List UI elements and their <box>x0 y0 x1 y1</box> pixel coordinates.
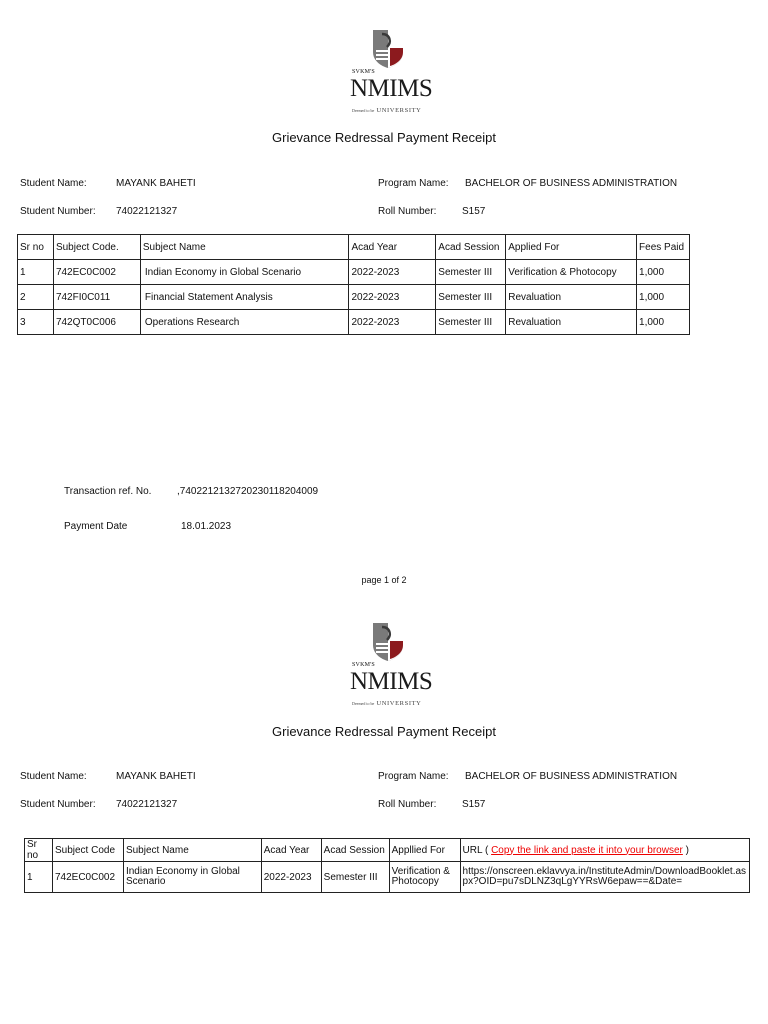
table-cell: Revaluation <box>506 285 637 310</box>
table-cell: 742EC0C002 <box>52 862 123 893</box>
table-cell: 742QT0C006 <box>53 310 140 335</box>
table-cell: 1,000 <box>637 310 690 335</box>
table-cell: Semester III <box>436 310 506 335</box>
nmims-crest-icon <box>340 28 436 68</box>
table-cell: 2022-2023 <box>349 310 436 335</box>
roll-number-label: Roll Number: <box>378 799 437 810</box>
col-header: Fees Paid <box>637 235 690 260</box>
transaction-ref-label: Transaction ref. No. <box>64 486 152 497</box>
col-header: Subject Code. <box>53 235 140 260</box>
student-number-label: Student Number: <box>20 206 96 217</box>
student-name-value: MAYANK BAHETI <box>116 771 196 782</box>
program-name-label: Program Name: <box>378 178 449 189</box>
col-header: Subject Name <box>123 839 261 862</box>
col-header: Acad Session <box>436 235 506 260</box>
table-cell: 2022-2023 <box>261 862 321 893</box>
table-row <box>18 260 690 285</box>
url-col-header: URL ( Copy the link and paste it into your browser ) <box>460 839 749 862</box>
program-name-value: BACHELOR OF BUSINESS ADMINISTRATION <box>465 771 678 782</box>
table-cell: 1,000 <box>637 285 690 310</box>
table-cell: 3 <box>18 310 54 335</box>
student-number-label: Student Number: <box>20 799 96 810</box>
table-cell: Semester III <box>436 260 506 285</box>
table-header-row <box>18 235 690 260</box>
table-cell: Indian Economy in Global Scenario <box>140 260 349 285</box>
student-name-value: MAYANK BAHETI <box>116 178 196 189</box>
booklet-url-table <box>24 838 750 893</box>
table-cell: 2 <box>18 285 54 310</box>
logo-svkm-text: SVKM'S <box>352 69 375 75</box>
student-name-label: Student Name: <box>20 771 87 782</box>
logo-tagline: Deemed to be UNIVERSITY <box>352 700 422 707</box>
payment-date-value: 18.01.2023 <box>181 521 232 532</box>
table-cell: Indian Economy in Global Scenario <box>123 862 261 893</box>
table-cell: Revaluation <box>506 310 637 335</box>
program-name-label: Program Name: <box>378 771 449 782</box>
table-row <box>25 862 750 893</box>
col-header: Applied For <box>506 235 637 260</box>
table-cell: Operations Research <box>140 310 349 335</box>
subjects-table <box>17 234 690 335</box>
col-header: Acad Year <box>349 235 436 260</box>
logo-tagline: Deemed to be UNIVERSITY <box>352 107 422 114</box>
col-header: Subject Code <box>52 839 123 862</box>
table-cell: 742FI0C011 <box>53 285 140 310</box>
page-number: page 1 of 2 <box>361 575 407 585</box>
student-number-value: 74022121327 <box>116 799 178 810</box>
roll-number-value: S157 <box>462 799 486 810</box>
table-cell: 742EC0C002 <box>53 260 140 285</box>
table-cell: Verification & Photocopy <box>389 862 460 893</box>
copy-link-note: Copy the link and paste it into your browser <box>491 844 683 856</box>
table-cell: 1 <box>18 260 54 285</box>
student-name-label: Student Name: <box>20 178 87 189</box>
table-cell: Verification & Photocopy <box>506 260 637 285</box>
logo-svkm-text: SVKM'S <box>352 662 375 668</box>
nmims-logo <box>340 621 436 711</box>
page-title: Grievance Redressal Payment Receipt <box>272 724 496 739</box>
col-header: Subject Name <box>140 235 349 260</box>
col-header: Appllied For <box>389 839 460 862</box>
transaction-ref-value: ,74022121327202301182040​09 <box>177 486 319 497</box>
logo-name-text: NMIMS <box>350 668 433 695</box>
table-row <box>18 310 690 335</box>
col-header: Sr no <box>18 235 54 260</box>
roll-number-value: S157 <box>462 206 486 217</box>
nmims-crest-icon <box>340 621 436 661</box>
col-header: Acad Year <box>261 839 321 862</box>
roll-number-label: Roll Number: <box>378 206 437 217</box>
page-title: Grievance Redressal Payment Receipt <box>272 130 496 145</box>
table-cell: Financial Statement Analysis <box>140 285 349 310</box>
table-cell: 1,000 <box>637 260 690 285</box>
table-cell: Semester III <box>321 862 389 893</box>
logo-name-text: NMIMS <box>350 75 433 102</box>
col-header: Acad Session <box>321 839 389 862</box>
student-number-value: 74022121327 <box>116 206 178 217</box>
table-cell: 2022-2023 <box>349 260 436 285</box>
table-cell: 2022-2023 <box>349 285 436 310</box>
payment-date-label: Payment Date <box>64 521 128 532</box>
col-header: Sr no <box>25 839 53 862</box>
booklet-url[interactable]: https://onscreen.eklavvya.in/InstituteAdmin/DownloadBooklet.aspx?OID=pu7sDLNZ3qLgYYRsW6epaw==&Date= <box>460 862 749 893</box>
table-row <box>18 285 690 310</box>
table-cell: Semester III <box>436 285 506 310</box>
table-header-row <box>25 839 750 862</box>
table-cell: 1 <box>25 862 53 893</box>
nmims-logo <box>340 28 436 118</box>
program-name-value: BACHELOR OF BUSINESS ADMINISTRATION <box>465 178 678 189</box>
